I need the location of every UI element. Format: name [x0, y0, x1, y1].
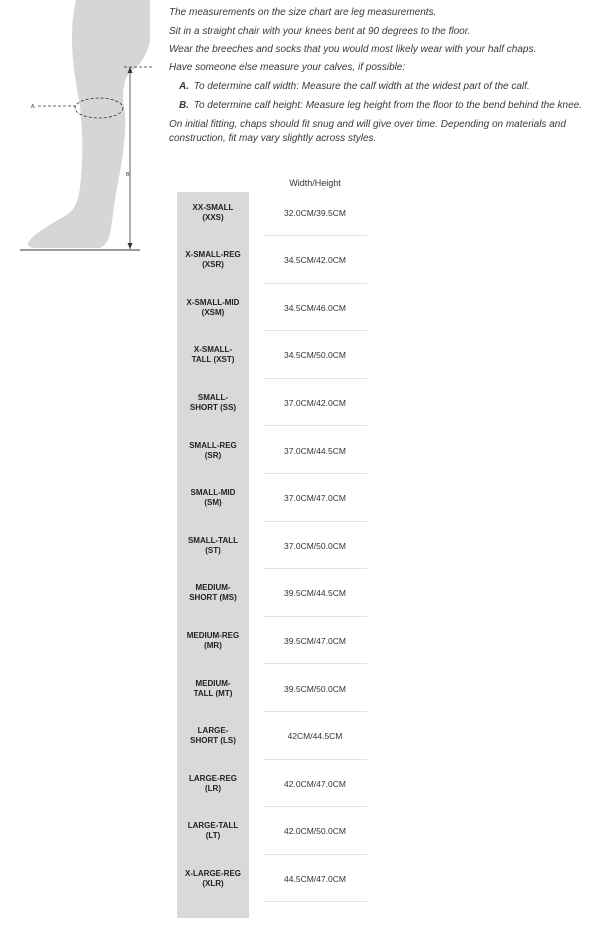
measurement-value: 34.5CM/50.0CM — [284, 350, 346, 361]
size-label-line1: MEDIUM- — [195, 583, 231, 593]
size-label — [177, 379, 249, 426]
instruction-helper: Have someone else measure your calves, if possible: — [169, 62, 406, 73]
size-label-line2: (SM) — [204, 498, 222, 508]
size-label-line2: (LR) — [205, 783, 221, 793]
item-b-text: To determine calf height: Measure leg height from the floor to the bend behind the knee. — [193, 100, 582, 111]
size-label-line1: SMALL-TALL — [187, 535, 239, 545]
measurement-value: 37.0CM/50.0CM — [284, 540, 346, 551]
table-row — [177, 522, 367, 569]
size-label — [177, 189, 249, 236]
instruction-wear: Wear the breeches and socks that you would most likely wear with your half chaps. — [169, 44, 537, 55]
table-row — [177, 189, 367, 236]
size-label-text — [189, 583, 237, 603]
size-label — [177, 665, 249, 712]
size-label-line1: LARGE- — [197, 726, 229, 736]
size-label-text — [188, 821, 239, 841]
table-row — [177, 379, 367, 426]
instruction-sit: Sit in a straight chair with your knees bent at 90 degrees to the floor. — [169, 26, 471, 37]
item-b-marker: B. — [179, 100, 189, 111]
size-label — [177, 332, 249, 379]
measurement-value: 37.0CM/42.0CM — [284, 397, 346, 408]
size-label — [177, 570, 249, 617]
table-row — [177, 855, 367, 902]
item-a-marker: A. — [179, 81, 189, 92]
size-label — [177, 617, 249, 664]
size-label-line2: TALL (MT) — [193, 688, 233, 698]
leg-measurement-diagram — [18, 0, 153, 260]
size-label-text — [189, 774, 237, 794]
measurement-value: 39.5CM/44.5CM — [284, 588, 346, 599]
measuring-instructions — [169, 6, 597, 146]
table-row — [177, 237, 367, 284]
measurement-value: 37.0CM/47.0CM — [284, 493, 346, 504]
table-row — [177, 332, 367, 379]
size-label — [177, 808, 249, 855]
table-row — [177, 665, 367, 712]
size-label-line2: (XSR) — [202, 260, 224, 270]
size-label-text — [190, 393, 236, 413]
size-label-line2: (MR) — [204, 640, 222, 650]
size-label-text — [193, 203, 234, 223]
measurement-value: 44.5CM/47.0CM — [284, 873, 346, 884]
measurement-value: 37.0CM/44.5CM — [284, 445, 346, 456]
size-label-line1: MEDIUM-REG — [186, 630, 240, 640]
measurement-value: 34.5CM/46.0CM — [284, 302, 346, 313]
size-label-line1: SMALL-MID — [190, 488, 236, 498]
size-label-line1: X-SMALL- — [193, 345, 233, 355]
table-row — [177, 284, 367, 331]
measurement-value: 39.5CM/47.0CM — [284, 635, 346, 646]
measurement-value: 42CM/44.5CM — [287, 731, 343, 742]
table-row — [177, 713, 367, 760]
size-label — [177, 522, 249, 569]
size-label — [177, 475, 249, 522]
size-label-line1: MEDIUM- — [195, 678, 231, 688]
size-label-text — [187, 631, 239, 651]
height-arrow-bottom — [128, 243, 133, 249]
instruction-intro: The measurements on the size chart are leg measurements. — [169, 7, 437, 18]
size-label-line1: LARGE-REG — [189, 773, 237, 783]
table-row — [177, 427, 367, 474]
size-label — [177, 760, 249, 807]
size-label-line2: (ST) — [205, 545, 221, 555]
size-label-line2: (XXS) — [202, 212, 224, 222]
measurement-value: 42.0CM/50.0CM — [284, 826, 346, 837]
size-label-text — [189, 441, 237, 461]
size-label-line1: LARGE-TALL — [187, 821, 239, 831]
label-a: A. — [31, 104, 36, 110]
size-label-text — [188, 536, 238, 556]
size-label-line2: (XSM) — [201, 307, 225, 317]
size-label-line1: X-SMALL-REG — [185, 250, 241, 260]
size-label-line2: SHORT (MS) — [189, 593, 237, 603]
size-label-text — [190, 726, 236, 746]
table-row — [177, 475, 367, 522]
instruction-item-a — [169, 80, 597, 94]
table-row — [177, 760, 367, 807]
instruction-fitting-note: On initial fitting, chaps should fit snug and will give over time. Depending on materials and construction, fit may vary slightly across styles. — [169, 119, 566, 144]
size-label-text — [194, 679, 233, 699]
size-label-line2: SHORT (LS) — [190, 736, 236, 746]
size-label-text — [187, 298, 240, 318]
size-label-line1: X-LARGE-REG — [185, 868, 241, 878]
width-height-header: Width/Height — [289, 178, 341, 188]
size-label-text — [192, 345, 235, 365]
row-divider — [263, 901, 367, 902]
leg-silhouette — [28, 0, 150, 248]
size-label-line2: (SR) — [204, 450, 222, 460]
instruction-item-b — [169, 99, 597, 113]
label-b: B. — [126, 172, 131, 178]
size-label-line2: TALL (XST) — [191, 355, 235, 365]
item-a-text: To determine calf width: Measure the calf width at the widest part of the calf. — [193, 81, 530, 92]
size-label-line2: SHORT (SS) — [189, 402, 237, 412]
measurement-value: 39.5CM/50.0CM — [284, 683, 346, 694]
size-label — [177, 237, 249, 284]
table-row — [177, 617, 367, 664]
table-row — [177, 570, 367, 617]
size-label-text — [191, 488, 236, 508]
table-row — [177, 808, 367, 855]
size-label — [177, 284, 249, 331]
measurement-value: 32.0CM/39.5CM — [284, 207, 346, 218]
size-label — [177, 713, 249, 760]
size-label-line1: X-SMALL-MID — [186, 297, 240, 307]
size-label-line1: XX-SMALL — [192, 202, 234, 212]
size-label-text — [185, 869, 241, 889]
size-label — [177, 855, 249, 902]
size-label-line1: SMALL- — [197, 392, 229, 402]
size-label-line1: SMALL-REG — [189, 440, 237, 450]
size-label-line2: (LT) — [205, 831, 221, 841]
size-label-line2: (XLR) — [202, 878, 224, 888]
measurement-value: 42.0CM/47.0CM — [284, 778, 346, 789]
measurement-value: 34.5CM/42.0CM — [284, 255, 346, 266]
size-label-text — [185, 250, 241, 270]
size-label — [177, 427, 249, 474]
